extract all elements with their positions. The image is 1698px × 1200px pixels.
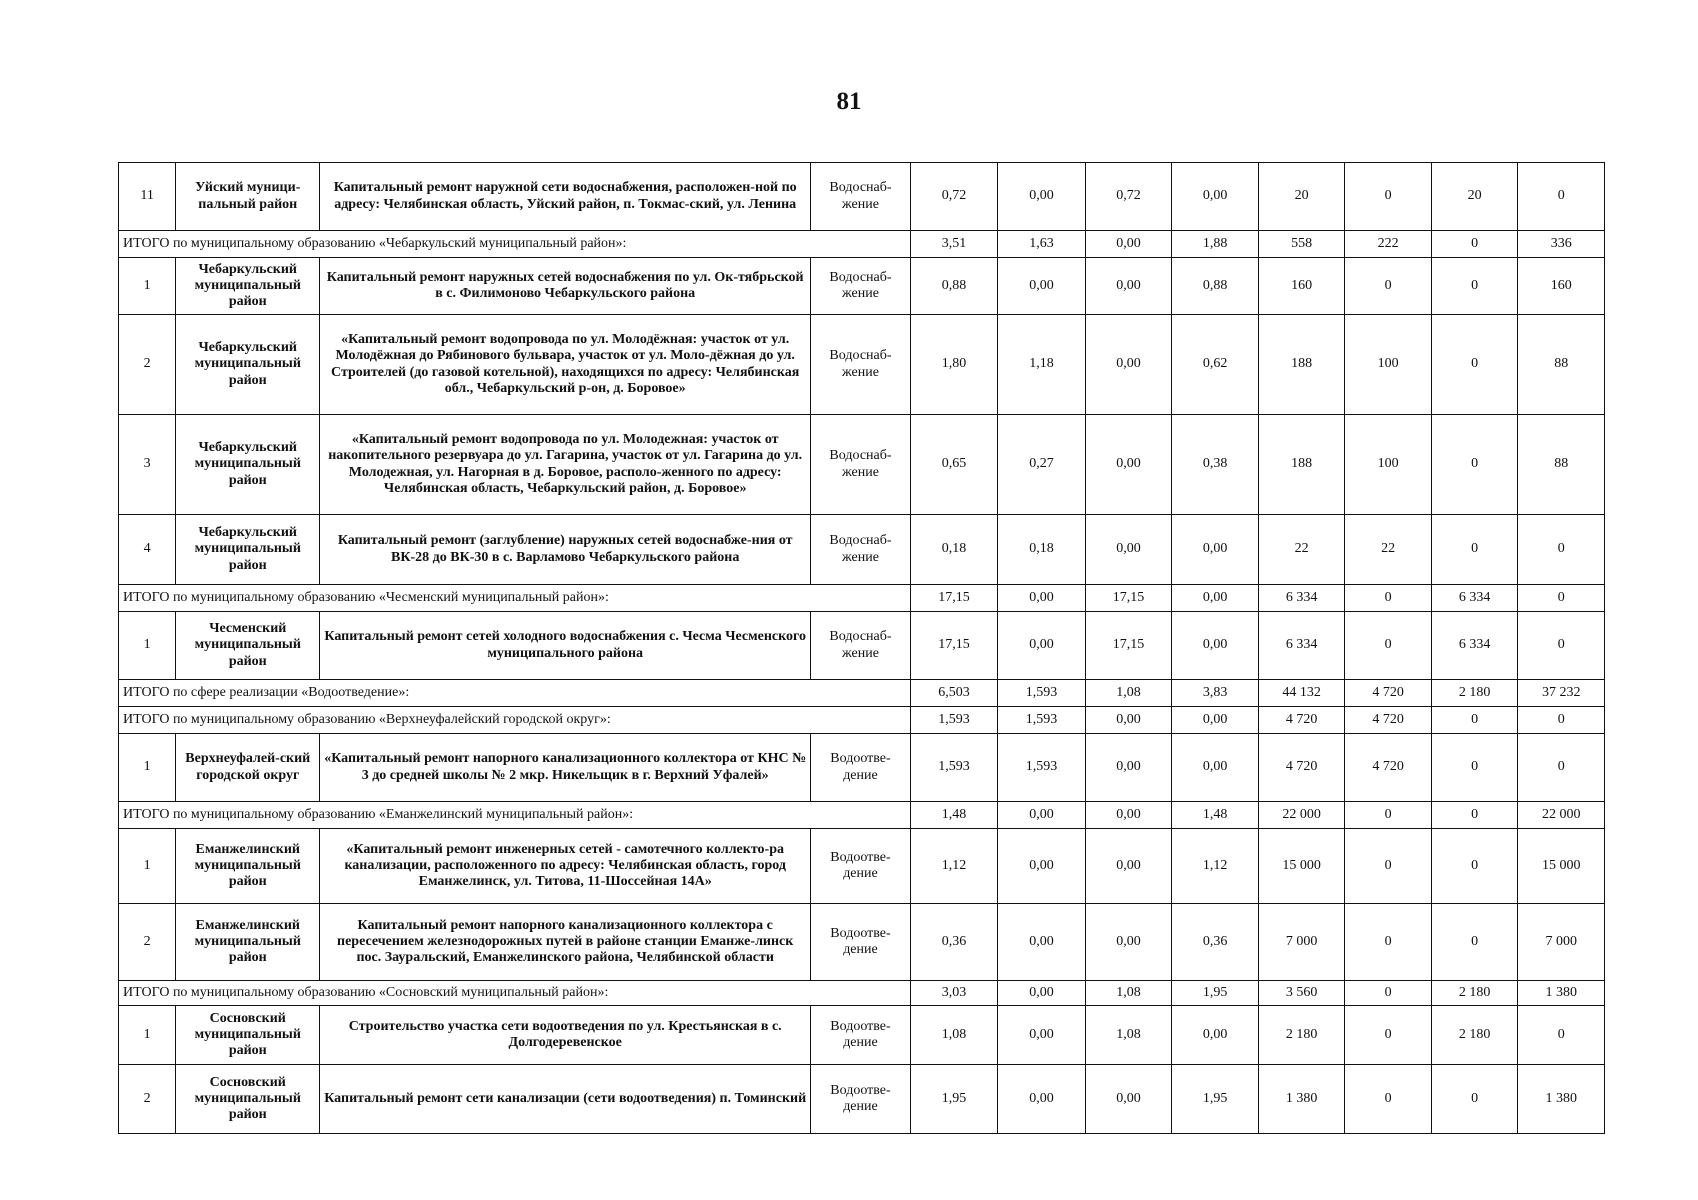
value-cell: 1,08 <box>910 1006 998 1065</box>
value-cell: 0 <box>1518 734 1605 802</box>
value-cell: 15 000 <box>1258 829 1345 904</box>
row-number: 2 <box>119 904 176 981</box>
value-cell: 336 <box>1518 231 1605 258</box>
value-cell: 0 <box>1431 415 1518 515</box>
value-cell: 0 <box>1345 1065 1432 1134</box>
value-cell: 0,00 <box>1172 163 1259 231</box>
value-cell: 0,00 <box>1085 515 1172 585</box>
value-cell: 0,00 <box>1085 734 1172 802</box>
value-cell: 20 <box>1258 163 1345 231</box>
page-number: 81 <box>836 88 862 115</box>
value-cell: 0,00 <box>1085 1065 1172 1134</box>
municipality-cell: Еманжелинский муниципальный район <box>176 829 320 904</box>
value-cell: 0,00 <box>1085 802 1172 829</box>
total-row <box>119 707 1605 734</box>
value-cell: 0,00 <box>1085 707 1172 734</box>
value-cell: 0,00 <box>998 258 1086 315</box>
value-cell: 4 720 <box>1345 707 1432 734</box>
municipality-cell: Сосновский муниципальный район <box>176 1065 320 1134</box>
value-cell: 1,08 <box>1085 1006 1172 1065</box>
value-cell: 0,00 <box>1085 258 1172 315</box>
value-cell: 1,95 <box>1172 981 1259 1006</box>
value-cell: 4 720 <box>1345 680 1432 707</box>
project-description: Капитальный ремонт наружной сети водоснабжения, расположен-ной по адресу: Челябинская область, Уйский район, п. Токмас-ский, ул. Ленина <box>320 163 811 231</box>
value-cell: 0,00 <box>998 585 1086 612</box>
sphere-cell: Водоснаб-жение <box>811 415 911 515</box>
value-cell: 0,88 <box>1172 258 1259 315</box>
value-cell: 4 720 <box>1345 734 1432 802</box>
value-cell: 0 <box>1345 802 1432 829</box>
value-cell: 100 <box>1345 315 1432 415</box>
value-cell: 0 <box>1345 585 1432 612</box>
table-row <box>119 734 1605 802</box>
value-cell: 0,72 <box>910 163 998 231</box>
value-cell: 0 <box>1345 612 1432 680</box>
row-number: 1 <box>119 612 176 680</box>
value-cell: 4 720 <box>1258 734 1345 802</box>
value-cell: 0,65 <box>910 415 998 515</box>
table-row <box>119 612 1605 680</box>
value-cell: 558 <box>1258 231 1345 258</box>
value-cell: 0,00 <box>998 1006 1086 1065</box>
value-cell: 1,593 <box>998 734 1086 802</box>
value-cell: 0 <box>1431 802 1518 829</box>
value-cell: 88 <box>1518 315 1605 415</box>
project-description: Строительство участка сети водоотведения по ул. Крестьянская в с. Долгодеревенское <box>320 1006 811 1065</box>
value-cell: 0,18 <box>998 515 1086 585</box>
sphere-cell: Водоотве-дение <box>811 829 911 904</box>
value-cell: 2 180 <box>1431 1006 1518 1065</box>
total-row <box>119 680 1605 707</box>
value-cell: 0,00 <box>1085 904 1172 981</box>
value-cell: 1,18 <box>998 315 1086 415</box>
value-cell: 1,48 <box>1172 802 1259 829</box>
project-description: Капитальный ремонт сетей холодного водоснабжения с. Чесма Чесменского муниципального района <box>320 612 811 680</box>
value-cell: 3 560 <box>1258 981 1345 1006</box>
value-cell: 0 <box>1431 258 1518 315</box>
value-cell: 0 <box>1431 515 1518 585</box>
project-description: Капитальный ремонт сети канализации (сети водоотведения) п. Томинский <box>320 1065 811 1134</box>
value-cell: 6 334 <box>1431 612 1518 680</box>
sphere-cell: Водоотве-дение <box>811 734 911 802</box>
value-cell: 0,00 <box>1085 315 1172 415</box>
value-cell: 0,00 <box>998 981 1086 1006</box>
value-cell: 0 <box>1345 163 1432 231</box>
value-cell: 20 <box>1431 163 1518 231</box>
value-cell: 0 <box>1518 707 1605 734</box>
total-label: ИТОГО по муниципальному образованию «Сосновский муниципальный район»: <box>119 981 911 1006</box>
value-cell: 1,12 <box>1172 829 1259 904</box>
value-cell: 0,00 <box>1172 734 1259 802</box>
value-cell: 1,95 <box>910 1065 998 1134</box>
value-cell: 37 232 <box>1518 680 1605 707</box>
total-row <box>119 981 1605 1006</box>
value-cell: 0,00 <box>1085 829 1172 904</box>
value-cell: 160 <box>1258 258 1345 315</box>
value-cell: 17,15 <box>1085 585 1172 612</box>
value-cell: 0 <box>1431 829 1518 904</box>
table-row <box>119 163 1605 231</box>
value-cell: 44 132 <box>1258 680 1345 707</box>
table-row <box>119 1065 1605 1134</box>
sphere-cell: Водоотве-дение <box>811 904 911 981</box>
total-row <box>119 802 1605 829</box>
row-number: 2 <box>119 1065 176 1134</box>
value-cell: 0,00 <box>998 829 1086 904</box>
value-cell: 6 334 <box>1258 612 1345 680</box>
municipality-cell: Чебаркульский муниципальный район <box>176 315 320 415</box>
value-cell: 0,00 <box>1172 515 1259 585</box>
value-cell: 7 000 <box>1258 904 1345 981</box>
value-cell: 1,593 <box>910 734 998 802</box>
value-cell: 0 <box>1518 585 1605 612</box>
value-cell: 1,593 <box>998 680 1086 707</box>
project-description: «Капитальный ремонт водопровода по ул. Молодёжная: участок от ул. Молодёжная до Рябинового бульвара, участок от ул. Моло-дёжная до ул. Строителей (до газовой котельной), находящихся по адресу: Челябинская обл., Чебаркульский р-он, д. Боровое» <box>320 315 811 415</box>
sphere-cell: Водоснаб-жение <box>811 163 911 231</box>
value-cell: 2 180 <box>1258 1006 1345 1065</box>
project-description: Капитальный ремонт наружных сетей водоснабжения по ул. Ок-тябрьской в с. Филимоново Чебаркульского района <box>320 258 811 315</box>
table-row <box>119 904 1605 981</box>
table-row <box>119 315 1605 415</box>
row-number: 2 <box>119 315 176 415</box>
table-row <box>119 258 1605 315</box>
value-cell: 0,27 <box>998 415 1086 515</box>
municipality-cell: Чесменский муниципальный район <box>176 612 320 680</box>
value-cell: 0,00 <box>998 163 1086 231</box>
total-row <box>119 231 1605 258</box>
sphere-cell: Водоотве-дение <box>811 1006 911 1065</box>
total-label: ИТОГО по муниципальному образованию «Еманжелинский муниципальный район»: <box>119 802 911 829</box>
value-cell: 0 <box>1345 904 1432 981</box>
sphere-cell: Водоснаб-жение <box>811 258 911 315</box>
value-cell: 4 720 <box>1258 707 1345 734</box>
value-cell: 0,00 <box>1085 231 1172 258</box>
value-cell: 7 000 <box>1518 904 1605 981</box>
value-cell: 0 <box>1518 515 1605 585</box>
value-cell: 0 <box>1518 1006 1605 1065</box>
value-cell: 0,00 <box>1172 707 1259 734</box>
value-cell: 0,62 <box>1172 315 1259 415</box>
value-cell: 0 <box>1431 1065 1518 1134</box>
value-cell: 1,95 <box>1172 1065 1259 1134</box>
value-cell: 0,36 <box>1172 904 1259 981</box>
sphere-cell: Водоотве-дение <box>811 1065 911 1134</box>
project-description: «Капитальный ремонт водопровода по ул. Молодежная: участок от накопительного резервуара до ул. Гагарина, участок от ул. Гагарина до ул. Молодежная, ул. Нагорная в д. Боровое, располо-женного по адресу: Челябинская область, Чебаркульский район, д. Боровое» <box>320 415 811 515</box>
value-cell: 0,00 <box>1172 585 1259 612</box>
value-cell: 0 <box>1345 258 1432 315</box>
row-number: 1 <box>119 734 176 802</box>
value-cell: 3,51 <box>910 231 998 258</box>
table-row <box>119 515 1605 585</box>
value-cell: 0,38 <box>1172 415 1259 515</box>
municipality-cell: Чебаркульский муниципальный район <box>176 515 320 585</box>
value-cell: 188 <box>1258 415 1345 515</box>
sphere-cell: Водоснаб-жение <box>811 515 911 585</box>
value-cell: 0 <box>1431 904 1518 981</box>
project-description: Капитальный ремонт напорного канализационного коллектора с пересечением железнодорожных путей в районе станции Еманже-линск пос. Зауральский, Еманжелинского района, Челябинской области <box>320 904 811 981</box>
row-number: 1 <box>119 1006 176 1065</box>
value-cell: 3,03 <box>910 981 998 1006</box>
value-cell: 0 <box>1431 734 1518 802</box>
value-cell: 17,15 <box>910 585 998 612</box>
sphere-cell: Водоснаб-жение <box>811 612 911 680</box>
row-number: 4 <box>119 515 176 585</box>
value-cell: 0 <box>1431 315 1518 415</box>
value-cell: 15 000 <box>1518 829 1605 904</box>
table-row <box>119 415 1605 515</box>
value-cell: 160 <box>1518 258 1605 315</box>
value-cell: 0,00 <box>998 1065 1086 1134</box>
value-cell: 0,00 <box>1085 415 1172 515</box>
value-cell: 188 <box>1258 315 1345 415</box>
municipality-cell: Чебаркульский муниципальный район <box>176 415 320 515</box>
value-cell: 0 <box>1345 1006 1432 1065</box>
value-cell: 1,48 <box>910 802 998 829</box>
table-row <box>119 829 1605 904</box>
project-description: «Капитальный ремонт напорного канализационного коллектора от КНС № 3 до средней школы № 2 мкр. Никельщик в г. Верхний Уфалей» <box>320 734 811 802</box>
project-description: «Капитальный ремонт инженерных сетей - самотечного коллекто-ра канализации, расположенного по адресу: Челябинская область, город Еманжелинск, ул. Титова, 11-Шоссейная 14А» <box>320 829 811 904</box>
row-number: 1 <box>119 258 176 315</box>
sphere-cell: Водоснаб-жение <box>811 315 911 415</box>
value-cell: 0,88 <box>910 258 998 315</box>
value-cell: 22 000 <box>1518 802 1605 829</box>
value-cell: 6 334 <box>1258 585 1345 612</box>
value-cell: 3,83 <box>1172 680 1259 707</box>
value-cell: 6,503 <box>910 680 998 707</box>
row-number: 3 <box>119 415 176 515</box>
capital-repair-table <box>118 162 1605 1134</box>
value-cell: 1,88 <box>1172 231 1259 258</box>
value-cell: 0,00 <box>998 904 1086 981</box>
value-cell: 1,593 <box>998 707 1086 734</box>
value-cell: 88 <box>1518 415 1605 515</box>
value-cell: 0,72 <box>1085 163 1172 231</box>
value-cell: 2 180 <box>1431 680 1518 707</box>
value-cell: 1,80 <box>910 315 998 415</box>
value-cell: 0 <box>1518 163 1605 231</box>
value-cell: 22 000 <box>1258 802 1345 829</box>
value-cell: 0 <box>1518 612 1605 680</box>
municipality-cell: Верхнеуфалей-ский городской округ <box>176 734 320 802</box>
value-cell: 100 <box>1345 415 1432 515</box>
value-cell: 17,15 <box>910 612 998 680</box>
table-body <box>119 163 1605 1134</box>
value-cell: 0 <box>1345 981 1432 1006</box>
municipality-cell: Чебаркульский муниципальный район <box>176 258 320 315</box>
value-cell: 0 <box>1431 231 1518 258</box>
total-label: ИТОГО по муниципальному образованию «Верхнеуфалейский городской округ»: <box>119 707 911 734</box>
value-cell: 1,593 <box>910 707 998 734</box>
value-cell: 22 <box>1345 515 1432 585</box>
value-cell: 1 380 <box>1518 981 1605 1006</box>
value-cell: 0,00 <box>1172 612 1259 680</box>
row-number: 11 <box>119 163 176 231</box>
value-cell: 1 380 <box>1258 1065 1345 1134</box>
value-cell: 0,00 <box>1172 1006 1259 1065</box>
value-cell: 222 <box>1345 231 1432 258</box>
value-cell: 2 180 <box>1431 981 1518 1006</box>
value-cell: 1 380 <box>1518 1065 1605 1134</box>
value-cell: 1,08 <box>1085 981 1172 1006</box>
value-cell: 17,15 <box>1085 612 1172 680</box>
value-cell: 0,00 <box>998 802 1086 829</box>
total-label: ИТОГО по муниципальному образованию «Чесменский муниципальный район»: <box>119 585 911 612</box>
value-cell: 1,63 <box>998 231 1086 258</box>
total-label: ИТОГО по сфере реализации «Водоотведение»: <box>119 680 911 707</box>
value-cell: 0,18 <box>910 515 998 585</box>
value-cell: 0,36 <box>910 904 998 981</box>
municipality-cell: Уйский муници-пальный район <box>176 163 320 231</box>
value-cell: 6 334 <box>1431 585 1518 612</box>
project-description: Капитальный ремонт (заглубление) наружных сетей водоснабже-ния от ВК-28 до ВК-30 в с. Варламово Чебаркульского района <box>320 515 811 585</box>
value-cell: 22 <box>1258 515 1345 585</box>
value-cell: 0,00 <box>998 612 1086 680</box>
value-cell: 0 <box>1431 707 1518 734</box>
municipality-cell: Еманжелинский муниципальный район <box>176 904 320 981</box>
value-cell: 1,12 <box>910 829 998 904</box>
value-cell: 0 <box>1345 829 1432 904</box>
table-row <box>119 1006 1605 1065</box>
total-row <box>119 585 1605 612</box>
value-cell: 1,08 <box>1085 680 1172 707</box>
total-label: ИТОГО по муниципальному образованию «Чебаркульский муниципальный район»: <box>119 231 911 258</box>
row-number: 1 <box>119 829 176 904</box>
municipality-cell: Сосновский муниципальный район <box>176 1006 320 1065</box>
